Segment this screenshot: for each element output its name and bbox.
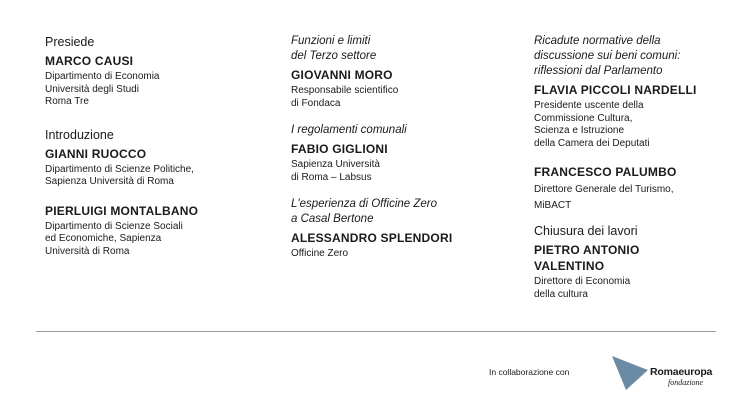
section-heading: Introduzione xyxy=(45,127,114,142)
speaker-name: FABIO GIGLIONI xyxy=(291,142,388,156)
speaker-block xyxy=(534,223,734,301)
talk-topic: Ricadute normative della discussione sui beni comuni: riflessioni dal Parlamento xyxy=(534,35,681,77)
speaker-block xyxy=(45,34,260,109)
speaker-affiliation: Dipartimento di Scienze Sociali ed Economiche, Sapienza Università di Roma xyxy=(45,220,183,257)
talk-topic: L'esperienza di Officine Zero a Casal Bertone xyxy=(291,198,438,225)
section-heading: Presiede xyxy=(45,35,95,49)
column-left xyxy=(45,34,260,258)
speaker-name: ALESSANDRO SPLENDORI xyxy=(291,231,453,245)
speaker-block xyxy=(291,34,506,110)
column-right xyxy=(534,34,734,301)
column-middle xyxy=(291,34,506,261)
speaker-affiliation: Presidente uscente della Commissione Cultura, Scienza e Istruzione della Camera dei Deputati xyxy=(534,100,650,149)
speaker-name: PIETRO ANTONIO VALENTINO xyxy=(534,243,640,273)
speaker-name: FRANCESCO PALUMBO xyxy=(534,165,677,179)
speaker-block xyxy=(45,203,260,259)
talk-topic: Funzioni e limiti del Terzo settore xyxy=(291,35,377,62)
speaker-block xyxy=(534,34,734,150)
collaboration-label: In collaborazione con xyxy=(489,367,570,377)
speaker-block xyxy=(291,197,506,261)
speaker-affiliation: Sapienza Università di Roma – Labsus xyxy=(291,159,380,183)
speaker-name: GIOVANNI MORO xyxy=(291,68,393,82)
speaker-affiliation: Direttore Generale del Turismo, MiBACT xyxy=(534,184,674,211)
logo-name: Romaeuropa xyxy=(650,366,713,378)
speaker-block xyxy=(45,127,260,189)
speaker-name: GIANNI RUOCCO xyxy=(45,146,147,161)
footer-divider xyxy=(36,331,716,332)
romaeuropa-logo xyxy=(612,356,722,392)
talk-topic: I regolamenti comunali xyxy=(291,124,407,136)
speaker-name: PIERLUIGI MONTALBANO xyxy=(45,203,199,218)
speaker-name: MARCO CAUSI xyxy=(45,54,134,68)
speaker-affiliation: Officine Zero xyxy=(291,248,349,259)
speaker-block xyxy=(534,164,734,214)
speaker-block xyxy=(291,123,506,184)
section-heading: Chiusura dei lavori xyxy=(534,224,638,238)
speaker-affiliation: Responsabile scientifico di Fondaca xyxy=(291,85,399,109)
speaker-affiliation: Dipartimento di Scienze Politiche, Sapienza Università di Roma xyxy=(45,163,194,187)
speaker-name: FLAVIA PICCOLI NARDELLI xyxy=(534,83,697,97)
speaker-affiliation: Dipartimento di Economia Università degli Studi Roma Tre xyxy=(45,71,160,107)
speaker-affiliation: Direttore di Economia della cultura xyxy=(534,276,631,300)
logo-subtitle: fondazione xyxy=(668,378,704,387)
